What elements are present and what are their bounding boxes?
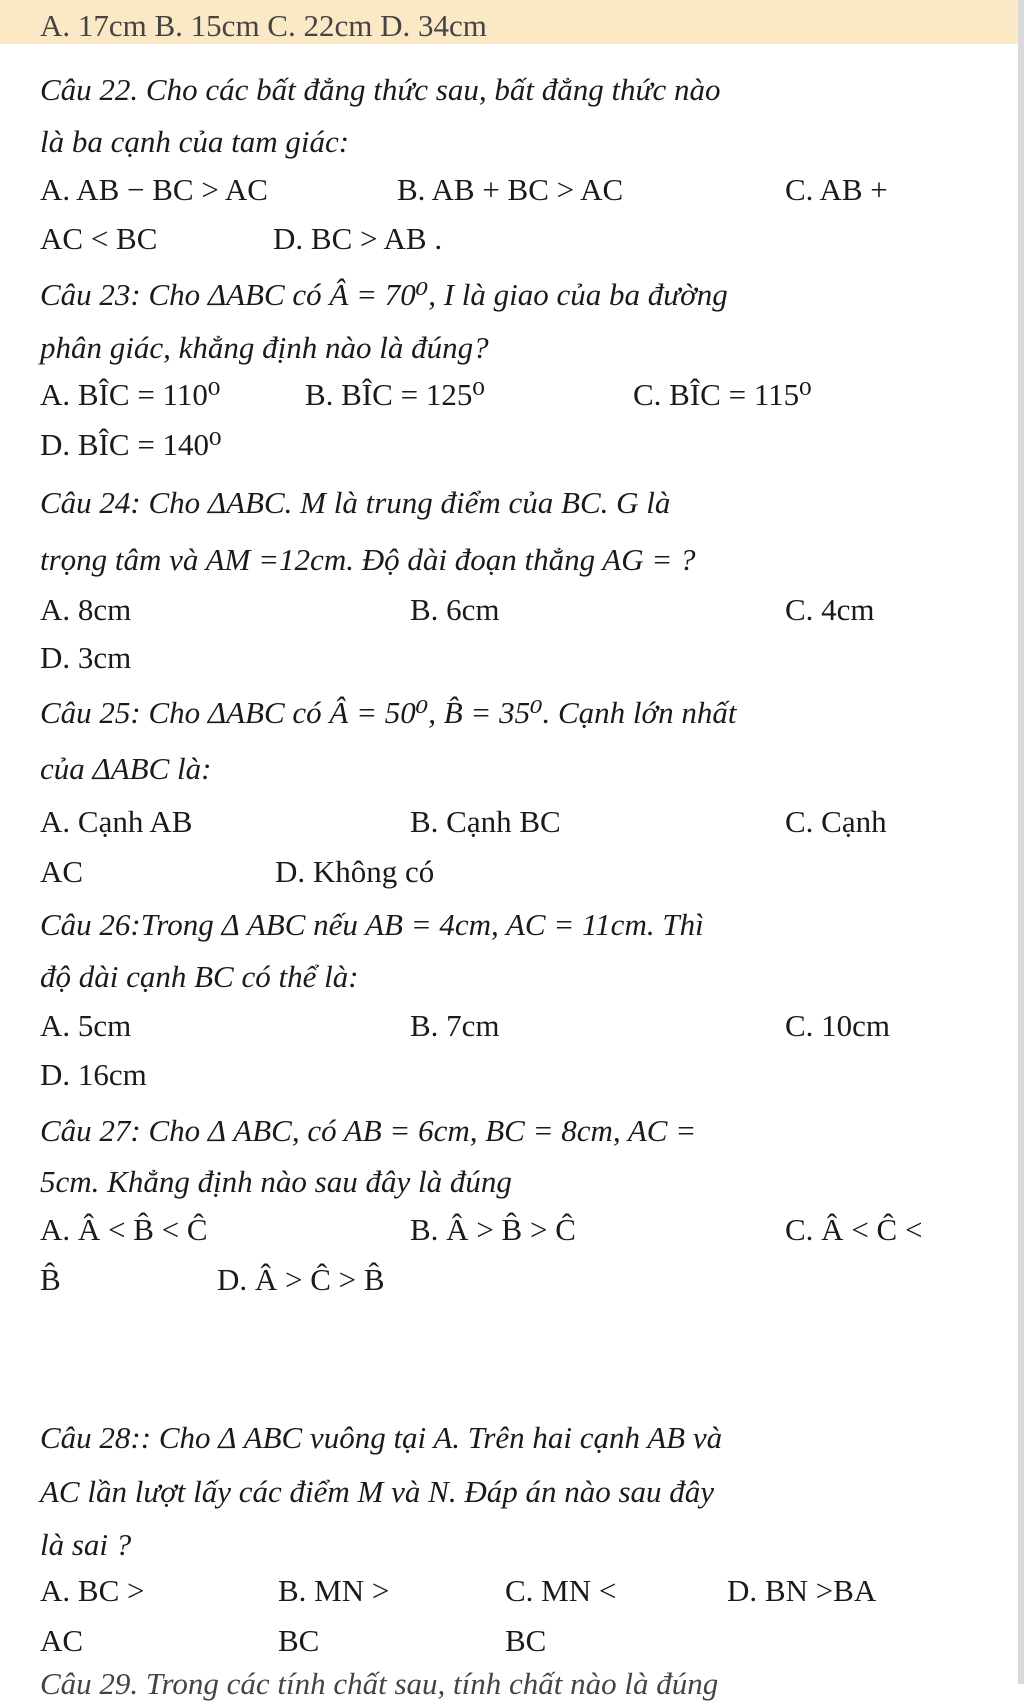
q28-option-b-cont: BC xyxy=(278,1623,320,1658)
q22-stem-line1: Câu 22. Cho các bất đẳng thức sau, bất đẳng thức nào xyxy=(40,72,721,107)
q22-option-a: A. AB − BC > AC xyxy=(40,172,268,207)
q23-option-a: A. BÎC = 110⁰ xyxy=(40,377,221,412)
q27-stem-line2: 5cm. Khẳng định nào sau đây là đúng xyxy=(40,1164,512,1199)
q27-option-a: A. Â < B̂ < Ĉ xyxy=(40,1212,208,1247)
q26-option-c: C. 10cm xyxy=(785,1008,891,1043)
q28-option-d: D. BN >BA xyxy=(727,1573,877,1608)
q25-option-a: A. Cạnh AB xyxy=(40,804,193,839)
q25-stem-line1: Câu 25: Cho ΔABC có Â = 50⁰, B̂ = 35⁰. Cạnh lớn nhất xyxy=(40,695,737,730)
q25-option-b: B. Cạnh BC xyxy=(410,804,561,839)
q23-option-d: D. BÎC = 140⁰ xyxy=(40,427,222,462)
q22-stem-line2: là ba cạnh của tam giác: xyxy=(40,124,350,159)
q26-option-b: B. 7cm xyxy=(410,1008,500,1043)
q27-option-c: C. Â < Ĉ < xyxy=(785,1212,923,1247)
q28-option-a-cont: AC xyxy=(40,1623,84,1658)
q24-option-a: A. 8cm xyxy=(40,592,132,627)
q25-option-c: C. Cạnh xyxy=(785,804,887,839)
q27-option-b: B. Â > B̂ > Ĉ xyxy=(410,1212,576,1247)
page-edge-divider xyxy=(1018,0,1024,1684)
q23-option-c: C. BÎC = 115⁰ xyxy=(633,377,812,412)
q24-stem-line2: trọng tâm và AM =12cm. Độ dài đoạn thẳng AG = ? xyxy=(40,542,696,577)
q28-stem-line3: là sai ? xyxy=(40,1527,132,1562)
q25-stem-line2: của ΔABC là: xyxy=(40,751,212,786)
q26-stem-line1: Câu 26:Trong Δ ABC nếu AB = 4cm, AC = 11cm. Thì xyxy=(40,907,704,942)
q23-option-b: B. BÎC = 125⁰ xyxy=(305,377,485,412)
q22-option-c-cont: AC < BC xyxy=(40,221,158,256)
cutoff-next-question: Câu 29. Trong các tính chất sau, tính chất nào là đúng xyxy=(40,1666,719,1701)
q26-stem-line2: độ dài cạnh BC có thể là: xyxy=(40,959,359,994)
q25-option-c-cont: AC xyxy=(40,854,84,889)
q28-option-c: C. MN < xyxy=(505,1573,617,1608)
q24-stem-line1: Câu 24: Cho ΔABC. M là trung điểm của BC. G là xyxy=(40,485,671,520)
q27-stem-line1: Câu 27: Cho Δ ABC, có AB = 6cm, BC = 8cm, AC = xyxy=(40,1113,697,1148)
q26-option-d: D. 16cm xyxy=(40,1057,147,1092)
q28-option-a: A. BC > xyxy=(40,1573,145,1608)
q22-option-d: D. BC > AB . xyxy=(273,221,443,256)
q28-option-c-cont: BC xyxy=(505,1623,547,1658)
q28-option-b: B. MN > xyxy=(278,1573,390,1608)
q22-option-c: C. AB + xyxy=(785,172,888,207)
q28-stem-line1: Câu 28:: Cho Δ ABC vuông tại A. Trên hai cạnh AB và xyxy=(40,1420,723,1455)
cutoff-previous-options: A. 17cm B. 15cm C. 22cm D. 34cm xyxy=(40,8,487,43)
q27-option-c-cont: B̂ xyxy=(40,1262,61,1297)
q23-stem-line1: Câu 23: Cho ΔABC có Â = 70⁰, I là giao của ba đường xyxy=(40,277,728,312)
q25-option-d: D. Không có xyxy=(275,854,435,889)
q28-stem-line2: AC lần lượt lấy các điểm M và N. Đáp án nào sau đây xyxy=(40,1474,715,1509)
q26-option-a: A. 5cm xyxy=(40,1008,132,1043)
q24-option-b: B. 6cm xyxy=(410,592,500,627)
q23-stem-line2: phân giác, khẳng định nào là đúng? xyxy=(40,330,489,365)
q22-option-b: B. AB + BC > AC xyxy=(397,172,624,207)
q27-option-d: D. Â > Ĉ > B̂ xyxy=(217,1262,385,1297)
q24-option-c: C. 4cm xyxy=(785,592,875,627)
q24-option-d: D. 3cm xyxy=(40,640,132,675)
